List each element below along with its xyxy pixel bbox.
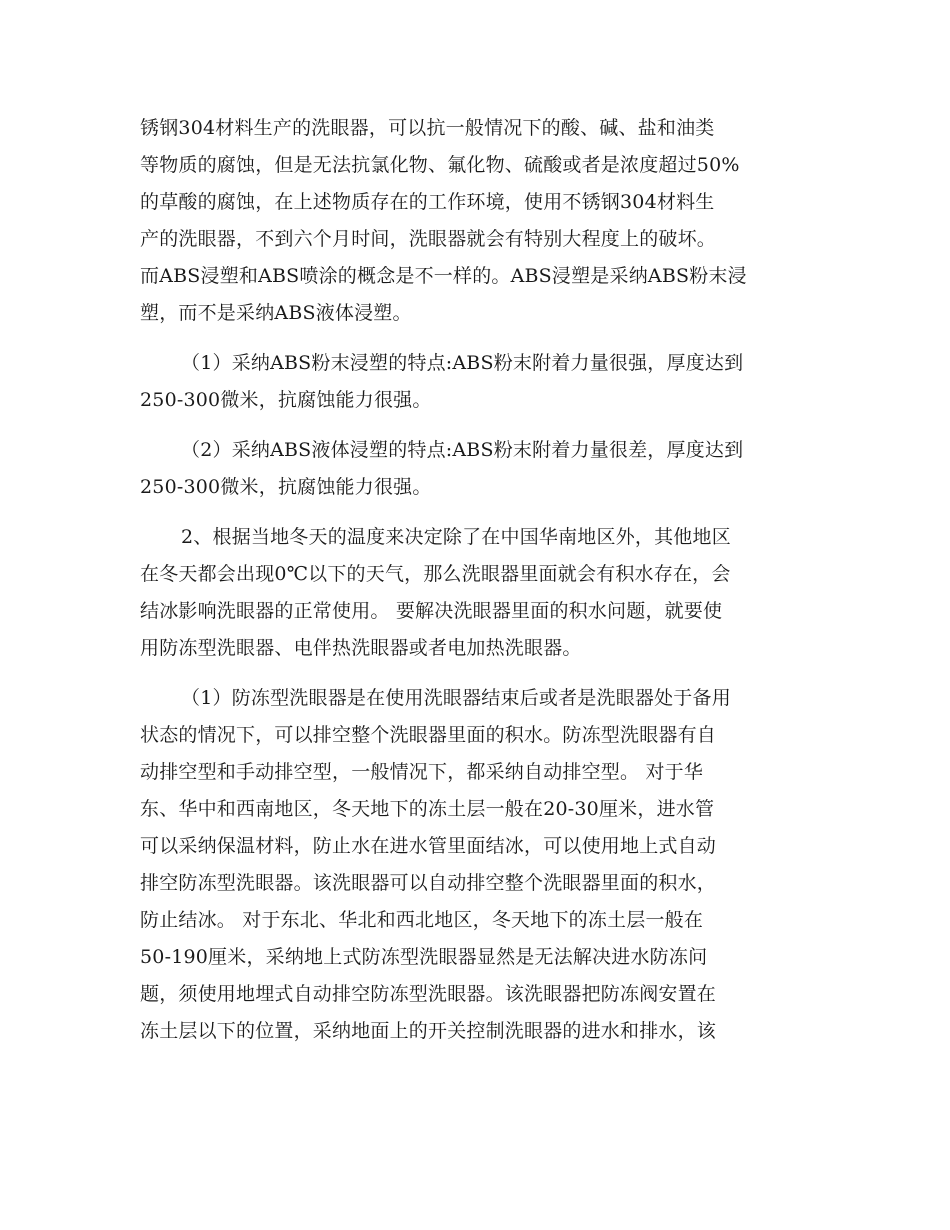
text-line: 结冰影响洗眼器的正常使用。 要解决洗眼器里面的积水问题，就要使 [140,600,723,622]
text-line: 冻土层以下的位置，采纳地面上的开关控制洗眼器的进水和排水，该 [140,1020,717,1042]
text-line: 可以采纳保温材料，防止水在进水管里面结冰，可以使用地上式自动 [140,835,717,857]
text-line: 的草酸的腐蚀，在上述物质存在的工作环境，使用不锈钢304材料生 [140,191,715,213]
text-line: 产的洗眼器，不到六个月时间，洗眼器就会有特别大程度上的破坏。 [140,228,717,250]
text-line: 250-300微米，抗腐蚀能力很强。 [140,389,432,411]
text-line: 状态的情况下，可以排空整个洗眼器里面的积水。防冻型洗眼器有自 [140,724,717,746]
text-line: 题，须使用地埋式自动排空防冻型洗眼器。该洗眼器把防冻阀安置在 [140,983,717,1005]
text-line: 东、华中和西南地区，冬天地下的冻土层一般在20-30厘米，进水管 [140,798,715,820]
text-line: （1）防冻型洗眼器是在使用洗眼器结束后或者是洗眼器处于备用 [181,687,731,709]
text-line: 等物质的腐蚀，但是无法抗氯化物、氟化物、硫酸或者是浓度超过50% [140,154,740,176]
text-line: 50-190厘米，采纳地上式防冻型洗眼器显然是无法解决进水防冻问 [140,946,708,968]
text-line: （2）采纳ABS液体浸塑的特点:ABS粉末附着力量很差，厚度达到 [181,439,744,461]
text-line: 250-300微米，抗腐蚀能力很强。 [140,476,432,498]
text-line: 用防冻型洗眼器、电伴热洗眼器或者电加热洗眼器。 [140,637,582,659]
text-line: （1）采纳ABS粉末浸塑的特点:ABS粉末附着力量很强，厚度达到 [181,352,744,374]
text-line: 动排空型和手动排空型，一般情况下，都采纳自动排空型。 对于华 [140,761,704,783]
text-line: 锈钢304材料生产的洗眼器，可以抗一般情况下的酸、碱、盐和油类 [140,117,715,139]
text-line: 在冬天都会出现0℃以下的天气，那么洗眼器里面就会有积水存在，会 [140,563,731,585]
text-line: 而ABS浸塑和ABS喷涂的概念是不一样的。ABS浸塑是采纳ABS粉末浸 [140,265,747,287]
text-line: 2、根据当地冬天的温度来决定除了在中国华南地区外，其他地区 [181,526,731,548]
text-line: 排空防冻型洗眼器。该洗眼器可以自动排空整个洗眼器里面的积水， [140,872,717,894]
text-line: 塑，而不是采纳ABS液体浸塑。 [140,302,412,324]
text-line: 防止结冰。 对于东北、华北和西北地区，冬天地下的冻土层一般在 [140,909,704,931]
